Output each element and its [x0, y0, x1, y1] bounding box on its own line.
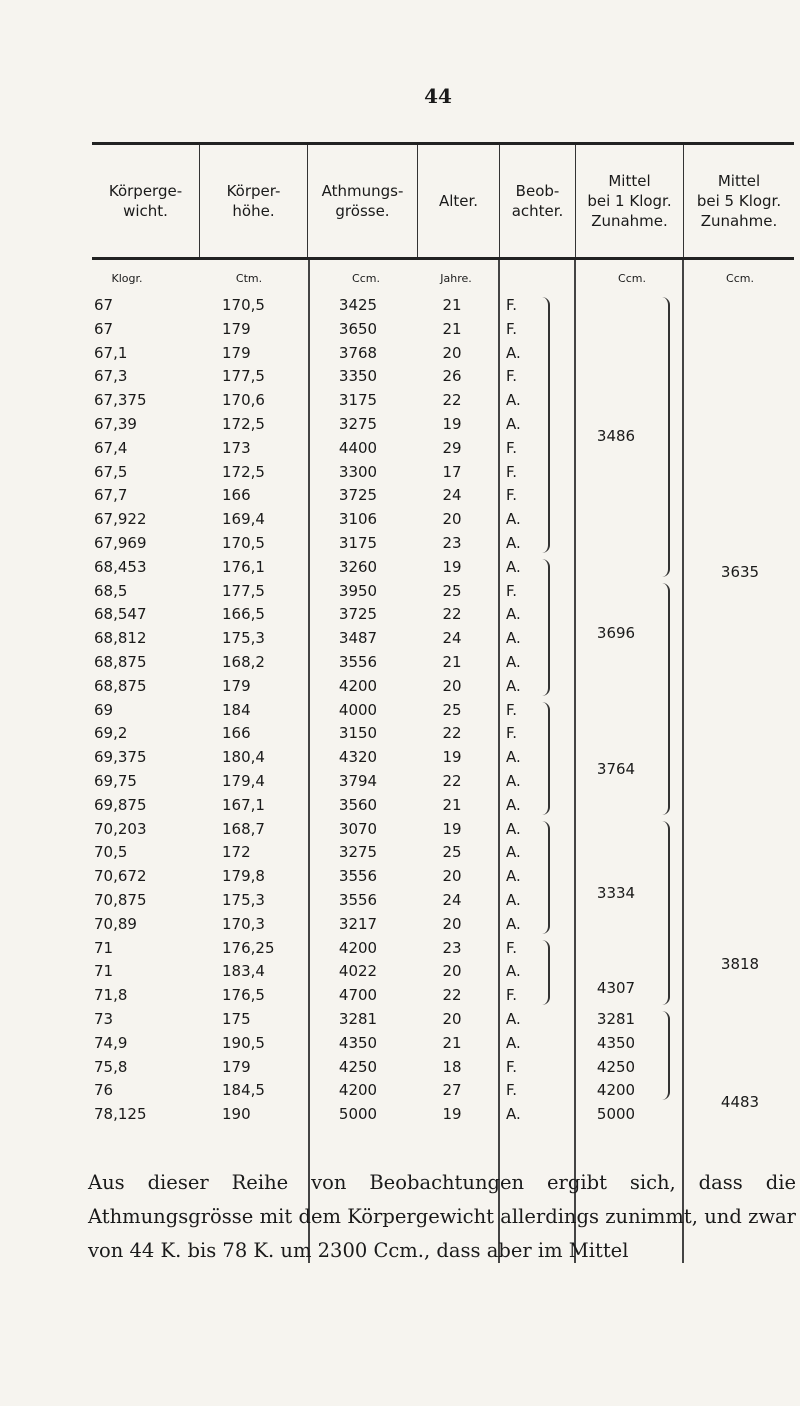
cell-height: 179,8 — [222, 867, 265, 886]
cell-observer: A. — [506, 1105, 521, 1124]
cell-breathing: 3260 — [338, 557, 378, 576]
cell-age: 22 — [442, 771, 462, 790]
cell-weight: 75,8 — [94, 1057, 128, 1076]
cell-weight: 69,875 — [94, 795, 147, 814]
cell-breathing: 3556 — [338, 890, 378, 909]
cell-age: 19 — [442, 557, 462, 576]
cell-height: 166 — [222, 486, 251, 505]
cell-observer: A. — [506, 533, 521, 552]
header-age: Alter. — [418, 145, 500, 257]
cell-observer: F. — [506, 724, 517, 743]
cell-height: 175,3 — [222, 629, 265, 648]
cell-weight: 67,39 — [94, 414, 137, 433]
cell-breathing: 3425 — [338, 296, 378, 314]
cell-weight: 76 — [94, 1081, 114, 1100]
cell-breathing: 4200 — [338, 676, 378, 695]
cell-weight: 69,375 — [94, 748, 147, 767]
cell-breathing: 3725 — [338, 486, 378, 505]
cell-weight: 78,125 — [94, 1105, 147, 1124]
table-row — [92, 984, 794, 1008]
table-row — [92, 865, 794, 889]
data-table — [92, 142, 794, 1263]
cell-height: 172,5 — [222, 414, 265, 433]
cell-observer: A. — [506, 1033, 521, 1052]
cell-weight: 70,5 — [94, 843, 128, 862]
cell-height: 170,3 — [222, 914, 265, 933]
cell-age: 22 — [442, 605, 462, 624]
mean-1kg-value: 5000 — [596, 1105, 636, 1124]
cell-observer: A. — [506, 867, 521, 886]
table-body — [92, 260, 794, 1263]
table-row — [92, 627, 794, 651]
cell-height: 179 — [222, 319, 251, 338]
table-row — [92, 770, 794, 794]
cell-weight: 67 — [94, 296, 114, 314]
cell-height: 184,5 — [222, 1081, 265, 1100]
cell-observer: A. — [506, 510, 521, 529]
cell-breathing: 4000 — [338, 700, 378, 719]
cell-height: 190 — [222, 1105, 251, 1124]
cell-weight: 67,922 — [94, 510, 147, 529]
table-row — [92, 1056, 794, 1080]
cell-breathing: 3275 — [338, 843, 378, 862]
cell-breathing: 4700 — [338, 986, 378, 1005]
cell-weight: 68,812 — [94, 629, 147, 648]
cell-age: 17 — [442, 462, 462, 481]
cell-weight: 69,75 — [94, 771, 137, 790]
cell-age: 20 — [442, 867, 462, 886]
unit-breathing: Ccm. — [352, 272, 380, 285]
header-height: Körper- höhe. — [200, 145, 308, 257]
body-paragraph: Aus dieser Reihe von Beobachtungen ergibt sich, dass die Athmungsgrösse mit dem Körpergewicht allerdings zunimmt, und zwar von 44 K. bis 78 K. um 2300 Ccm., dass aber im Mittel — [88, 1171, 796, 1262]
cell-breathing: 3950 — [338, 581, 378, 600]
mean-1kg-value: 3334 — [596, 883, 636, 902]
cell-age: 27 — [442, 1081, 462, 1100]
cell-observer: A. — [506, 557, 521, 576]
cell-age: 22 — [442, 724, 462, 743]
mean-1kg-value: 4350 — [596, 1033, 636, 1052]
cell-height: 170,5 — [222, 533, 265, 552]
cell-observer: A. — [506, 414, 521, 433]
table-row — [92, 294, 794, 318]
cell-observer: A. — [506, 1009, 521, 1028]
cell-observer: F. — [506, 367, 517, 386]
cell-weight: 71,8 — [94, 986, 128, 1005]
cell-observer: A. — [506, 962, 521, 981]
cell-observer: F. — [506, 486, 517, 505]
table-row — [92, 841, 794, 865]
cell-breathing: 3556 — [338, 867, 378, 886]
cell-height: 172,5 — [222, 462, 265, 481]
cell-observer: F. — [506, 1057, 517, 1076]
cell-weight: 71 — [94, 962, 114, 981]
cell-breathing: 3070 — [338, 819, 378, 838]
cell-height: 173 — [222, 438, 251, 457]
table-row — [92, 342, 794, 366]
table-row — [92, 699, 794, 723]
cell-height: 170,6 — [222, 391, 265, 410]
cell-weight: 68,5 — [94, 581, 128, 600]
cell-observer: F. — [506, 462, 517, 481]
cell-weight: 67,1 — [94, 343, 128, 362]
cell-weight: 67,3 — [94, 367, 128, 386]
cell-weight: 69 — [94, 700, 114, 719]
cell-weight: 68,875 — [94, 676, 147, 695]
cell-height: 167,1 — [222, 795, 265, 814]
cell-age: 21 — [442, 652, 462, 671]
cell-age: 21 — [442, 296, 462, 314]
table-row — [92, 437, 794, 461]
cell-observer: A. — [506, 676, 521, 695]
cell-age: 25 — [442, 843, 462, 862]
cell-age: 22 — [442, 986, 462, 1005]
cell-weight: 70,875 — [94, 890, 147, 909]
cell-age: 23 — [442, 533, 462, 552]
cell-observer: F. — [506, 319, 517, 338]
cell-breathing: 5000 — [338, 1105, 378, 1124]
header-observer: Beob- achter. — [500, 145, 576, 257]
cell-height: 179,4 — [222, 771, 265, 790]
group-brace — [658, 297, 670, 577]
cell-weight: 70,203 — [94, 819, 147, 838]
cell-weight: 67,5 — [94, 462, 128, 481]
cell-breathing: 3650 — [338, 319, 378, 338]
cell-breathing: 4200 — [338, 938, 378, 957]
cell-weight: 68,547 — [94, 605, 147, 624]
cell-height: 177,5 — [222, 367, 265, 386]
table-row — [92, 722, 794, 746]
mean-1kg-value: 4250 — [596, 1057, 636, 1076]
cell-age: 21 — [442, 319, 462, 338]
table-row — [92, 508, 794, 532]
cell-age: 20 — [442, 962, 462, 981]
table-row — [92, 1008, 794, 1032]
table-row — [92, 603, 794, 627]
unit-mean-1kg: Ccm. — [618, 272, 646, 285]
cell-age: 21 — [442, 795, 462, 814]
header-mean-5kg: Mittel bei 5 Klogr. Zunahme. — [696, 172, 782, 230]
cell-height: 176,25 — [222, 938, 275, 957]
cell-age: 21 — [442, 1033, 462, 1052]
cell-height: 166,5 — [222, 605, 265, 624]
cell-breathing: 3725 — [338, 605, 378, 624]
cell-age: 24 — [442, 629, 462, 648]
cell-age: 19 — [442, 414, 462, 433]
mean-5kg-value: 3635 — [720, 562, 760, 581]
group-brace — [538, 940, 550, 1005]
cell-observer: F. — [506, 938, 517, 957]
table-row — [92, 889, 794, 913]
cell-height: 176,1 — [222, 557, 265, 576]
cell-observer: A. — [506, 890, 521, 909]
group-brace — [538, 702, 550, 815]
cell-breathing: 4022 — [338, 962, 378, 981]
table-row — [92, 675, 794, 699]
unit-age: Jahre. — [440, 272, 472, 285]
cell-breathing: 4400 — [338, 438, 378, 457]
cell-age: 18 — [442, 1057, 462, 1076]
cell-age: 20 — [442, 676, 462, 695]
table-row — [92, 580, 794, 604]
cell-height: 183,4 — [222, 962, 265, 981]
cell-observer: A. — [506, 605, 521, 624]
cell-observer: A. — [506, 914, 521, 933]
cell-breathing: 3300 — [338, 462, 378, 481]
cell-age: 24 — [442, 890, 462, 909]
cell-observer: A. — [506, 843, 521, 862]
cell-observer: A. — [506, 771, 521, 790]
cell-breathing: 3768 — [338, 343, 378, 362]
cell-breathing: 3150 — [338, 724, 378, 743]
cell-observer: F. — [506, 438, 517, 457]
mean-5kg-value: 4483 — [720, 1093, 760, 1112]
cell-height: 179 — [222, 343, 251, 362]
cell-weight: 68,875 — [94, 652, 147, 671]
cell-height: 190,5 — [222, 1033, 265, 1052]
cell-weight: 67,375 — [94, 391, 147, 410]
cell-weight: 67,969 — [94, 533, 147, 552]
group-brace — [658, 1011, 670, 1100]
group-brace — [658, 821, 670, 1005]
cell-age: 20 — [442, 510, 462, 529]
table-row — [92, 746, 794, 770]
page-number: 44 — [424, 84, 452, 108]
mean-1kg-value: 3764 — [596, 760, 636, 779]
cell-height: 184 — [222, 700, 251, 719]
mean-5kg-value: 3818 — [720, 955, 760, 974]
cell-weight: 67,4 — [94, 438, 128, 457]
cell-breathing: 3556 — [338, 652, 378, 671]
cell-age: 19 — [442, 748, 462, 767]
cell-observer: A. — [506, 748, 521, 767]
table-row — [92, 484, 794, 508]
cell-height: 170,5 — [222, 296, 265, 314]
cell-breathing: 3350 — [338, 367, 378, 386]
cell-observer: F. — [506, 986, 517, 1005]
cell-age: 20 — [442, 343, 462, 362]
table-row — [92, 818, 794, 842]
cell-breathing: 3281 — [338, 1009, 378, 1028]
cell-breathing: 3175 — [338, 391, 378, 410]
cell-breathing: 3487 — [338, 629, 378, 648]
cell-height: 166 — [222, 724, 251, 743]
cell-age: 22 — [442, 391, 462, 410]
cell-age: 19 — [442, 1105, 462, 1124]
cell-height: 177,5 — [222, 581, 265, 600]
group-brace — [658, 583, 670, 815]
cell-observer: A. — [506, 629, 521, 648]
cell-breathing: 3217 — [338, 914, 378, 933]
cell-height: 176,5 — [222, 986, 265, 1005]
units-row — [92, 272, 794, 288]
cell-observer: F. — [506, 700, 517, 719]
table-row — [92, 651, 794, 675]
mean-1kg-value: 4307 — [596, 979, 636, 998]
cell-weight: 68,453 — [94, 557, 147, 576]
cell-height: 175,3 — [222, 890, 265, 909]
header-weight: Körperge- wicht. — [92, 145, 200, 257]
cell-weight: 73 — [94, 1009, 114, 1028]
cell-age: 25 — [442, 700, 462, 719]
mean-1kg-value: 3486 — [596, 426, 636, 445]
cell-weight: 74,9 — [94, 1033, 128, 1052]
group-brace — [538, 559, 550, 696]
cell-height: 179 — [222, 676, 251, 695]
cell-age: 29 — [442, 438, 462, 457]
table-row — [92, 365, 794, 389]
cell-breathing: 4200 — [338, 1081, 378, 1100]
cell-observer: A. — [506, 343, 521, 362]
cell-weight: 71 — [94, 938, 114, 957]
cell-height: 172 — [222, 843, 251, 862]
mean-1kg-value: 3696 — [596, 624, 636, 643]
cell-age: 25 — [442, 581, 462, 600]
cell-age: 20 — [442, 914, 462, 933]
cell-breathing: 3106 — [338, 510, 378, 529]
header-mean-1kg: Mittel bei 1 Klogr. Zunahme. — [576, 145, 684, 257]
cell-observer: A. — [506, 819, 521, 838]
cell-age: 24 — [442, 486, 462, 505]
cell-breathing: 4250 — [338, 1057, 378, 1076]
group-brace — [538, 821, 550, 934]
table-row — [92, 389, 794, 413]
cell-breathing: 4350 — [338, 1033, 378, 1052]
cell-weight: 67 — [94, 319, 114, 338]
header-breathing: Athmungs- grösse. — [308, 145, 418, 257]
cell-height: 168,7 — [222, 819, 265, 838]
mean-1kg-value: 3281 — [596, 1010, 636, 1028]
cell-weight: 70,672 — [94, 867, 147, 886]
cell-breathing: 3275 — [338, 414, 378, 433]
table-row — [92, 532, 794, 556]
table-row — [92, 461, 794, 485]
cell-breathing: 4320 — [338, 748, 378, 767]
cell-observer: A. — [506, 795, 521, 814]
cell-height: 175 — [222, 1009, 251, 1028]
cell-height: 180,4 — [222, 748, 265, 767]
table-rows — [92, 294, 794, 1127]
cell-observer: A. — [506, 652, 521, 671]
table-header — [92, 145, 794, 257]
table-row — [92, 413, 794, 437]
table-row — [92, 318, 794, 342]
cell-weight: 70,89 — [94, 914, 137, 933]
cell-breathing: 3794 — [338, 771, 378, 790]
cell-height: 168,2 — [222, 652, 265, 671]
mean-1kg-value: 4200 — [596, 1081, 636, 1100]
table-row — [92, 794, 794, 818]
unit-weight: Klogr. — [111, 272, 143, 285]
cell-breathing: 3175 — [338, 533, 378, 552]
cell-age: 26 — [442, 367, 462, 386]
cell-age: 20 — [442, 1009, 462, 1028]
cell-breathing: 3560 — [338, 795, 378, 814]
cell-observer: F. — [506, 581, 517, 600]
cell-observer: A. — [506, 391, 521, 410]
unit-height: Ctm. — [235, 272, 263, 285]
cell-age: 19 — [442, 819, 462, 838]
cell-observer: F. — [506, 1081, 517, 1100]
cell-weight: 67,7 — [94, 486, 128, 505]
cell-observer: F. — [506, 296, 517, 314]
group-brace — [538, 297, 550, 553]
table-row — [92, 1032, 794, 1056]
cell-weight: 69,2 — [94, 724, 128, 743]
cell-age: 23 — [442, 938, 462, 957]
unit-mean-5kg: Ccm. — [726, 272, 754, 285]
cell-height: 179 — [222, 1057, 251, 1076]
table-row — [92, 913, 794, 937]
cell-height: 169,4 — [222, 510, 265, 529]
